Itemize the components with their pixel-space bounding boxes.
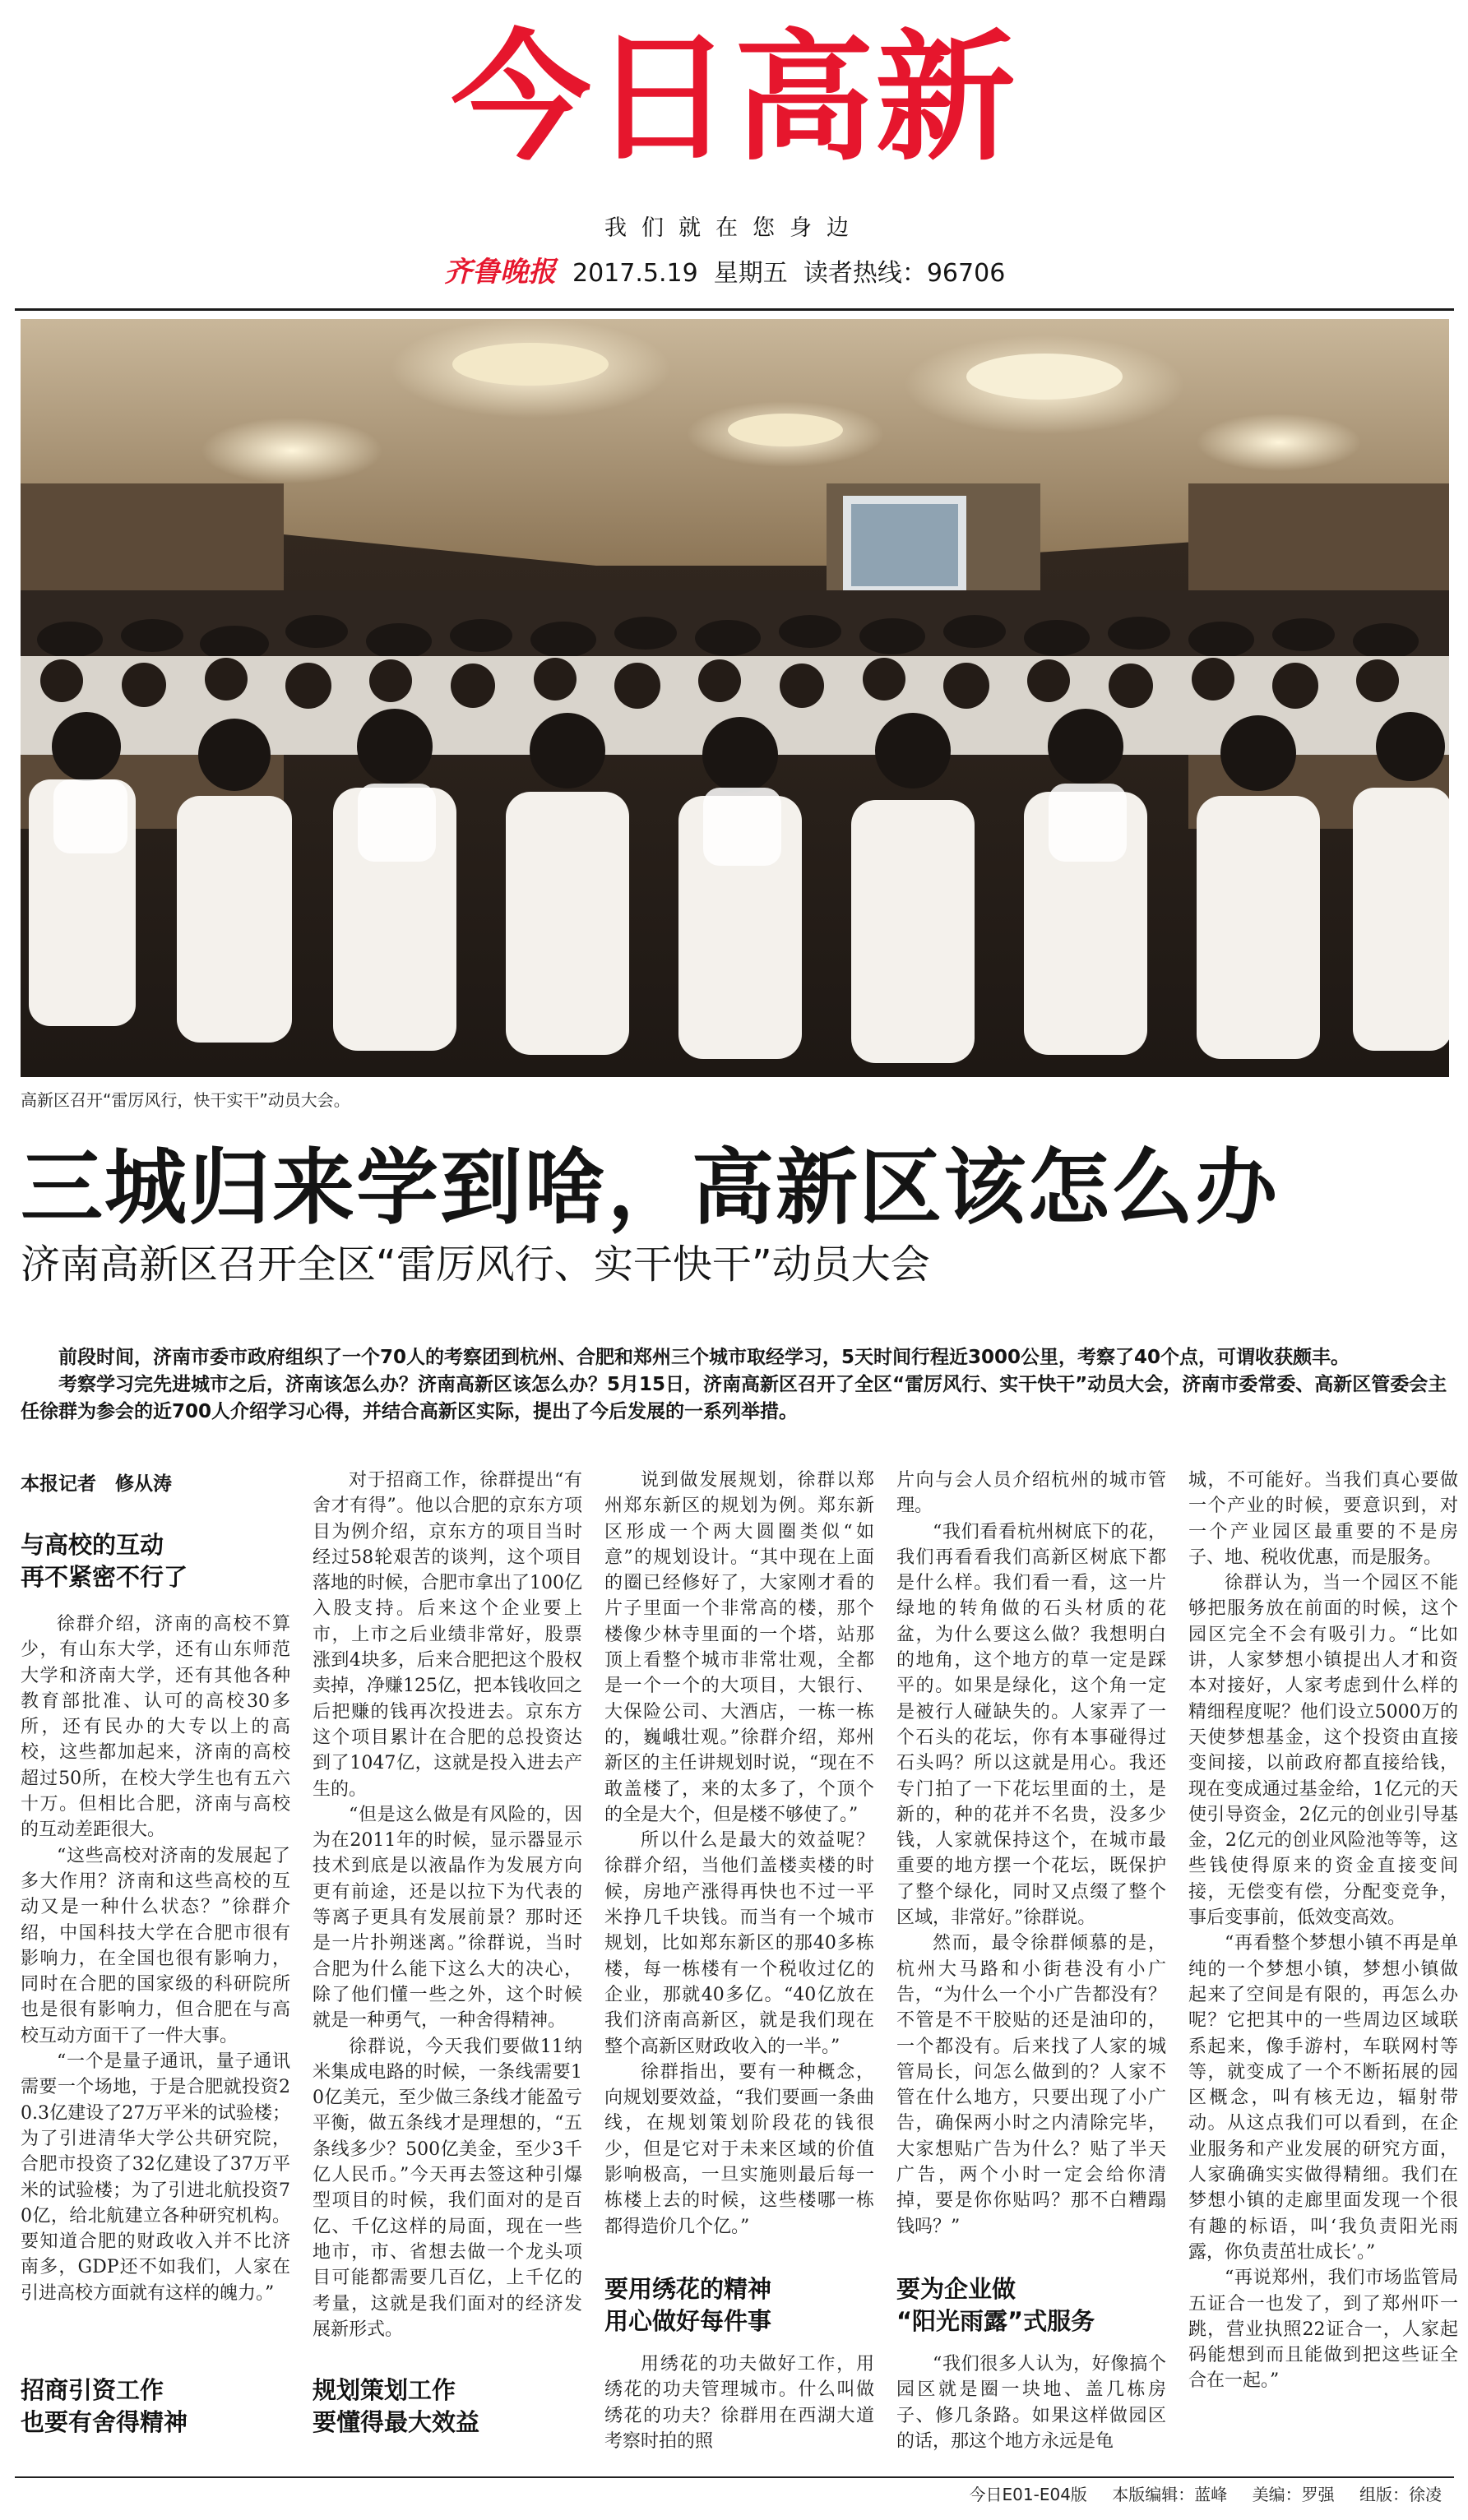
subhead-line: 要为企业做 xyxy=(896,2275,1016,2303)
article-column-4 xyxy=(896,1468,1166,2240)
body-paragraph: “我们看看杭州树底下的花，我们再看看我们高新区树底下都是什么样。我们看一看，这一片绿地的转角做的石头材质的花盆，为什么要这么做？我想明白的地角，这个地方的草一定是踩平的。如果是绿化，这个角一定是被行人碰缺失的。人家弄了一个石头的花坛，你有本事碰得过石头吗？所以这就是用心。我还专门拍了一下花坛里面的土，是新的，种的花并不名贵，没多少钱，人家就保持这个，在城市最重要的地方摆一个花坛，既保护了整个绿化，同时又点缀了整个区域，非常好。”徐群说。 xyxy=(896,1521,1166,1929)
article-headline: 三城归来学到啥，高新区该怎么办 xyxy=(21,1140,1279,1236)
masthead-rule xyxy=(15,308,1454,311)
subhead-planning xyxy=(313,2374,479,2439)
issue-weekday: 星期五 xyxy=(713,259,788,288)
body-paragraph: “一个是量子通讯，量子通讯需要一个场地，于是合肥就投资20.3亿建设了27万平米的试验楼；为了引进清华大学公共研究院，合肥市投资了32亿建设了37万平米的试验楼；为了引进北航投资70亿，给北航建立各种研究机构。要知道合肥的财政收入并不比济南多，GDP还不如我们，人家在引进高校方面就有这样的魄力。” xyxy=(21,2051,290,2304)
conference-photo xyxy=(21,319,1449,1077)
subhead-line: 与高校的互动 xyxy=(21,1531,164,1559)
edition-label: 今日E01-E04版 xyxy=(969,2485,1087,2504)
body-paragraph: 徐群指出，要有一种概念，向规划要效益，“我们要画一条曲线，在规划策划阶段花的钱很少，但是它对于未来区域的价值影响极高，一旦实施则最后每一栋楼上去的时候，这些楼哪一栋都得造价几个亿。” xyxy=(604,2061,874,2237)
issue-date: 2017.5.19 xyxy=(572,259,698,288)
article-column-3-tail xyxy=(604,2351,874,2454)
article-column-4-tail xyxy=(896,2351,1166,2454)
masthead-slogan: 我们就在您身边 xyxy=(604,215,864,241)
subhead-line: 要懂得最大效益 xyxy=(313,2408,480,2436)
subhead-line: 用心做好每件事 xyxy=(604,2307,772,2335)
conference-photo-illustration xyxy=(21,319,1449,1077)
subhead-line: 也要有舍得精神 xyxy=(21,2408,188,2436)
body-paragraph: 片向与会人员介绍杭州的城市管理。 xyxy=(896,1470,1166,1517)
masthead xyxy=(0,17,1468,180)
article-lead xyxy=(21,1344,1447,1426)
body-paragraph: “再说郑州，我们市场监管局五证合一也发了，到了郑州吓一跳，营业执照22证合一，人家起码能想到而且能做到把这些证全合在一起。” xyxy=(1188,2268,1458,2392)
body-paragraph: “但是这么做是有风险的，因为在2011年的时候，显示器显示技术到底是以液晶作为发展方向更有前途，还是以拉下为代表的等离子更具有发展前景？那时还是一片扑朔迷离。”徐群说，当时合肥为什么能下这么大的决心，除了他们懂一些之外，这个时候就是一种勇气，一种舍得精神。 xyxy=(313,1804,582,2032)
subhead-investment xyxy=(21,2374,188,2439)
article-column-2 xyxy=(313,1468,582,2342)
subhead-line: 再不紧密不行了 xyxy=(21,1563,188,1591)
body-paragraph: “这些高校对济南的发展起了多大作用？济南和这些高校的互动又是一种什么状态？”徐群介绍，中国科技大学在合肥市很有影响力，在全国也很有影响力，同时在合肥的国家级的科研院所也是很有影响力，但合肥在与高校互动方面干了一件大事。 xyxy=(21,1845,290,2046)
body-paragraph: 用绣花的功夫做好工作，用绣花的功夫管理城市。什么叫做绣花的功夫？徐群用在西湖大道考察时拍的照 xyxy=(604,2354,874,2452)
subhead-university-interaction xyxy=(21,1529,188,1593)
body-paragraph: “我们很多人认为，好像搞个园区就是圈一块地、盖几栋房子、修几条路。如果这样做园区的话，那这个地方永远是龟 xyxy=(896,2354,1166,2452)
body-paragraph: 所以什么是最大的效益呢？徐群介绍，当他们盖楼卖楼的时候，房地产涨得再快也不过一平米挣几千块钱。而当有一个城市规划，比如郑东新区的那40多栋楼，每一栋楼有一个税收过亿的企业，那就40多亿。“40亿放在我们济南高新区，就是我们现在整个高新区财政收入的一半。” xyxy=(604,1830,874,2057)
body-paragraph: “再看整个梦想小镇不再是单纯的一个梦想小镇，梦想小镇做起来了空间是有限的，再怎么办呢？它把其中的一些周边区域联系起来，像手游村，车联网村等等，就变成了一个不断拓展的园区概念，叫有核无边，辐射带动。从这点我们可以看到，在企业服务和产业发展的研究方面，人家确确实实做得精细。我们在梦想小镇的走廊里面发现一个很有趣的标语，叫‘我负责阳光雨露，你负责茁壮成长’。” xyxy=(1188,1933,1458,2263)
byline: 本报记者 修从涛 xyxy=(21,1473,172,1495)
paper-logo: 齐鲁晚报 xyxy=(444,256,556,289)
article-column-5 xyxy=(1188,1468,1458,2394)
body-paragraph: 徐群说，今天我们要做11纳米集成电路的时候，一条线需要10亿美元，至少做三条线才能盈亏平衡，做五条线才是理想的，“五条线多少？500亿美金，至少3千亿人民币。”今天再去签这种引爆型项目的时候，我们面对的是百亿、千亿这样的局面，现在一些地市，市、省想去做一个龙头项目可能都需要几百亿，上千亿的考量，这就是我们面对的经济发展新形式。 xyxy=(313,2036,582,2340)
art-credit: 美编：罗强 xyxy=(1252,2485,1335,2504)
article-column-1 xyxy=(21,1611,290,2306)
footer-rule xyxy=(15,2476,1454,2478)
photo-caption: 高新区召开“雷厉风行，快干实干”动员大会。 xyxy=(21,1090,350,1110)
subhead-line: “阳光雨露”式服务 xyxy=(896,2307,1095,2335)
subhead-line: 要用绣花的精神 xyxy=(604,2275,772,2303)
subhead-line: 规划策划工作 xyxy=(313,2376,456,2404)
subhead-embroidery xyxy=(604,2273,771,2337)
article-column-3 xyxy=(604,1468,874,2240)
subhead-line: 招商引资工作 xyxy=(21,2376,164,2404)
dateline xyxy=(444,253,1184,291)
lead-paragraph: 前段时间，济南市委市政府组织了一个70人的考察团到杭州、合肥和郑州三个城市取经学习，5天时间行程近3000公里，考察了40个点，可谓收获颇丰。 xyxy=(58,1347,1350,1368)
masthead-title: 今日高新 xyxy=(451,17,1017,180)
reader-hotline: 读者热线：96706 xyxy=(803,259,1006,288)
footer-credits xyxy=(950,2481,1442,2505)
editor-credit: 本版编辑：蓝峰 xyxy=(1112,2485,1228,2504)
body-paragraph: 城，不可能好。当我们真心要做一个产业的时候，要意识到，对一个产业园区最重要的不是房子、地、税收优惠，而是服务。 xyxy=(1188,1470,1458,1568)
body-paragraph: 对于招商工作，徐群提出“有舍才有得”。他以合肥的京东方项目为例介绍，京东方的项目当时经过58轮艰苦的谈判，这个项目落地的时候，合肥市拿出了100亿入股支持。后来这个企业要上市，上市之后业绩非常好，股票涨到4块多，后来合肥把这个股权卖掉，净赚125亿，把本钱收回之后把赚的钱再次投进去。京东方这个项目累计在合肥的总投资达到了1047亿，这就是投入进去产生的。 xyxy=(313,1470,582,1800)
subhead-enterprise-service xyxy=(896,2273,1095,2337)
body-paragraph: 然而，最令徐群倾慕的是，杭州大马路和小街巷没有小广告，“为什么一个小广告都没有？不管是不干胶贴的还是油印的，一个都没有。后来找了人家的城管局长，问怎么做到的？人家不管在什么地方，只要出现了小广告，确保两小时之内清除完毕，大家想贴广告为什么？贴了半天广告，两个小时一定会给你清掉，要是你你贴吗？那不白糟蹋钱吗？” xyxy=(896,1933,1166,2237)
lead-paragraph: 考察学习完先进城市之后，济南该怎么办？济南高新区该怎么办？5月15日，济南高新区召开了全区“雷厉风行、实干快干”动员大会，济南市委常委、高新区管委会主任徐群为参会的近700人介绍学习心得，并结合高新区实际，提出了今后发展的一系列举措。 xyxy=(21,1374,1447,1422)
body-paragraph: 徐群认为，当一个园区不能够把服务放在前面的时候，这个园区完全不会有吸引力。“比如讲，人家梦想小镇提出人才和资本对接好，人家考虑到什么样的精细程度呢？他们设立5000万的天使梦想基金，这个投资由直接变间接，以前政府都直接给钱，现在变成通过基金给，1亿元的天使引导资金，2亿元的创业引导基金，2亿元的创业风险池等等，这些钱使得原来的资金直接变间接，无偿变有偿，分配变竞争，事后变事前，低效变高效。 xyxy=(1188,1573,1458,1929)
body-paragraph: 说到做发展规划，徐群以郑州郑东新区的规划为例。郑东新区形成一个两大圆圈类似“如意”的规划设计。“其中现在上面的圈已经修好了，大家刚才看的片子里面一个非常高的楼，那个楼像少林寺里面的一个塔，站那顶上看整个城市非常壮观，全都是一个一个的大项目，大银行、大保险公司、大酒店，一栋一栋的，巍峨壮观。”徐群介绍，郑州新区的主任讲规划时说，“现在不敢盖楼了，来的太多了，个顶个的全是大个，但是楼不够使了。” xyxy=(604,1470,874,1825)
layout-credit: 组版：徐凌 xyxy=(1359,2485,1442,2504)
article-subheadline: 济南高新区召开全区“雷厉风行、实干快干”动员大会 xyxy=(21,1242,930,1288)
body-paragraph: 徐群介绍，济南的高校不算少，有山东大学，还有山东师范大学和济南大学，还有其他各种教育部批准、认可的高校30多所，还有民办的大专以上的高校，这些都加起来，济南的高校超过50所，在校大学生也有五六十万。但相比合肥，济南与高校的互动差距很大。 xyxy=(21,1614,290,1841)
